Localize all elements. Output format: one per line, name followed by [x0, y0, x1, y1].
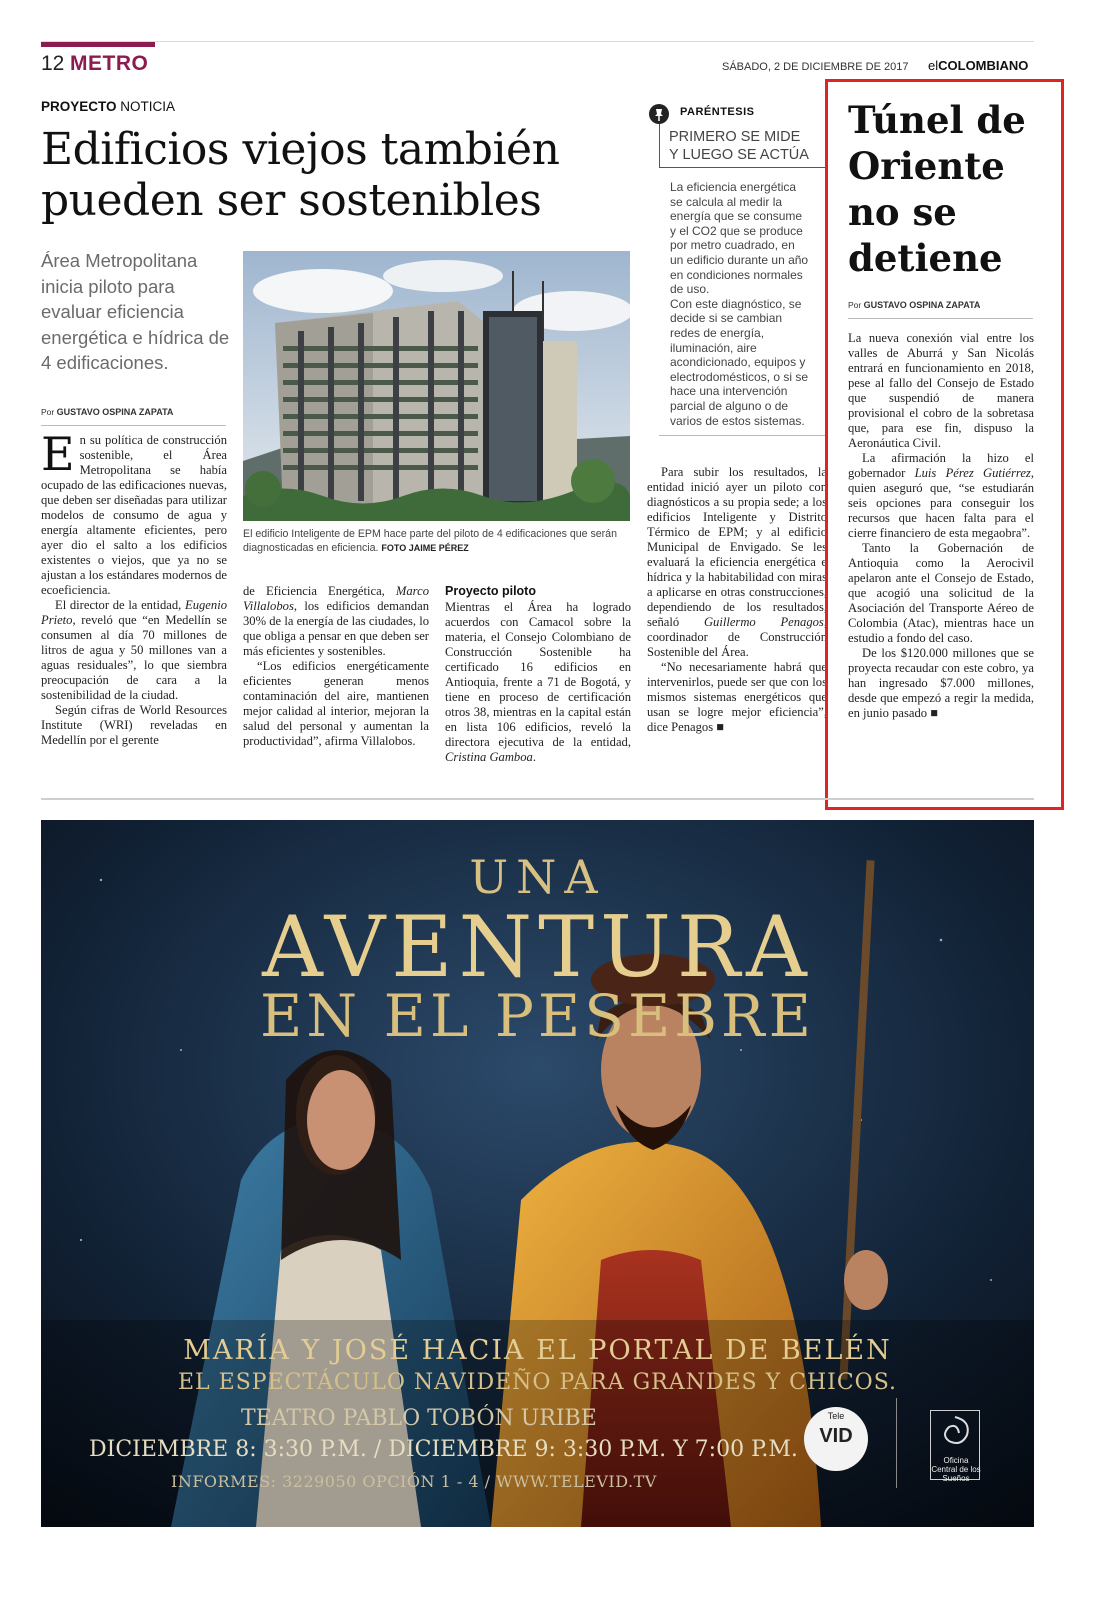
article-column-2: de Eficiencia Energética, Marco Villalobos, los edificios demandan 30% de la energía de las ciudades, lo que obliga a pensar en que deben ser más eficientes y sostenibles. “Los edificios energéticamente eficientes generan menos contaminación del aire, mantienen mejor calidad al interior, mejoran la salud del personal y aumentan la productividad”, afirma Villalobos.	[243, 584, 429, 748]
ad-title-line-2: AVENTURA	[262, 898, 813, 996]
article-column-1: En su política de construcción sostenible, el Área Metropolitana se había ocupado de las edificaciones nuevas, que deben ser diseñadas para utilizar modelos de consumo de agua y energía altamente eficientes, pero ayer dio el salto a los edificios existentes o viejos, que ya no se ajustan a los estándares modernos de ecoeficiencia. El director de la entidad, Eugenio Prieto, reveló que “en Medellín se consumen al día 70 millones de litros de agua y 50 millones van a aguas residuales”, lo que siembra preocupación de cara a la sostenibilidad de la ciudad. Según cifras de World Resources Institute (WRI) reveladas en Medellín por el gerente	[41, 427, 227, 747]
sidebar-byline-divider	[848, 318, 1033, 319]
ad-title-line-3: EN EL PESEBRE	[260, 982, 815, 1050]
oficina-suenos-logo: Oficina Central de los Sueños	[930, 1410, 980, 1480]
ad-logo-divider	[896, 1398, 897, 1488]
epm-building-image	[243, 251, 630, 521]
building-photo	[243, 251, 630, 521]
advertisement	[41, 820, 1034, 1527]
publication-date: SÁBADO, 2 DE DICIEMBRE DE 2017	[722, 61, 909, 73]
article-subhead: Proyecto piloto	[445, 584, 536, 598]
parentesis-body: La eficiencia energética se calcula al medir la energía que se consume y el CO2 que se produce por metro cuadrado, en un edificio durante un año en condiciones normales de uso. Con este diagnóstico, se decide si se cambian redes de energía, iluminación, aire acondicionado, equipos y electrodomésticos, o si se hace una intervención parcial de alguno o de varios de estos sistemas.	[670, 180, 809, 428]
article-byline: Por GUSTAVO OSPINA ZAPATA	[41, 407, 174, 417]
page-number: 12	[41, 52, 65, 75]
end-mark: ■	[713, 720, 724, 734]
article-kicker: PROYECTO NOTICIA	[41, 99, 176, 114]
sidebar-headline: Túnel de Oriente no se detiene	[848, 98, 1026, 280]
publication-name: elCOLOMBIANO	[928, 58, 1029, 73]
article-deck: Área Metropolitana inicia piloto para evaluar eficiencia energética e hídrica de 4 edificaciones.	[41, 250, 230, 373]
photo-caption: El edificio Inteligente de EPM hace parte del piloto de 4 edificaciones que serán diagnosticadas en eficiencia. FOTO JAIME PÉREZ	[243, 528, 617, 554]
parentesis-title: PRIMERO SE MIDE Y LUEGO SE ACTÚA	[669, 129, 809, 163]
parentesis-vertical-line	[659, 124, 660, 168]
byline-divider	[41, 425, 226, 426]
article-column-4: Para subir los resultados, la entidad inició ayer un piloto con diagnósticos a su propia sede; a los edificios Inteligente y Distrito Térmico de EPM; y al edificio Municipal de Envigado. Se les evaluará la eficiencia energética e hídrica y la habitabilidad con miras a aplicarse en otras construcciones, dependiendo de los resultados, señaló Guillermo Penagos, coordinador de Construcción Sostenible del Área. “No necesariamente habrá que intervenirlos, puede ser que con los mismos sistemas energéticos que usan se logre mejor eficiencia”, dice Penagos ■	[647, 465, 827, 734]
ad-tagline-1: MARÍA Y JOSÉ HACIA EL PORTAL DE BELÉN	[183, 1335, 892, 1366]
article-headline: Edificios viejos también pueden ser sostenibles	[41, 124, 560, 226]
drop-cap: E	[41, 427, 75, 481]
parentesis-label: PARÉNTESIS	[680, 106, 755, 118]
section-name: METRO	[70, 52, 149, 75]
end-mark: ■	[927, 706, 938, 720]
ad-venue: TEATRO PABLO TOBÓN URIBE	[241, 1406, 597, 1431]
sidebar-body: La nueva conexión vial entre los valles de Aburrá y San Nicolás entrará en funcionamiento en 2018, pese al fallo del Consejo de Estado que suspendió de manera provisional el cobro de la sobretasa que, para ese fin, dispuso la Aeronáutica Civil. La afirmación la hizo el gobernador Luis Pérez Gutiérrez, quien aseguró que, “se estudiarán seis opciones para conseguir los recursos que hacen falta para el cierre financiero de esta megaobra”. Tanto la Gobernación de Antioquia como la Aerocivil apelaron ante el Consejo de Estado, que acogió una solicitud de la Asociación del Transporte Aéreo de Colombia (Atac), mientras hace un estudio a fondo del caso. De los $120.000 millones que se proyecta recaudar con este cobro, ya han ingresado $7.000 millones, desde que empezó a regir la medida, en junio pasado ■	[848, 331, 1034, 720]
ad-dates: DICIEMBRE 8: 3:30 P.M. / DICIEMBRE 9: 3:30 P.M. Y 7:00 P.M.	[89, 1437, 798, 1462]
televid-logo: Tele VID	[804, 1407, 868, 1471]
section-color-bar	[41, 42, 155, 47]
sidebar-byline: Por GUSTAVO OSPINA ZAPATA	[848, 300, 981, 310]
ad-info: INFORMES: 3229050 OPCIÓN 1 - 4 / WWW.TELEVID.TV	[171, 1472, 657, 1491]
top-rule	[41, 41, 1034, 42]
parentesis-bottom-rule	[659, 435, 827, 436]
ad-tagline-2: EL ESPECTÁCULO NAVIDEÑO PARA GRANDES Y CHICOS.	[178, 1370, 897, 1395]
section-bottom-rule	[41, 798, 1034, 800]
article-column-3: Proyecto piloto Mientras el Área ha logrado acuerdos con Camacol sobre la materia, el Consejo Colombiano de Construcción Sostenible ha certificado 16 edificios en Antioquia, frente a 71 de Bogotá, y tiene en proceso de certificación otros 38, mientras en la capital están en lista 106 edificios, reveló la directora ejecutiva de la entidad, Cristina Gamboa.	[445, 584, 631, 764]
ad-title-line-1: UNA	[469, 850, 606, 904]
pin-icon	[649, 104, 669, 124]
parentesis-rule	[659, 167, 827, 168]
swirl-icon	[931, 1411, 979, 1453]
